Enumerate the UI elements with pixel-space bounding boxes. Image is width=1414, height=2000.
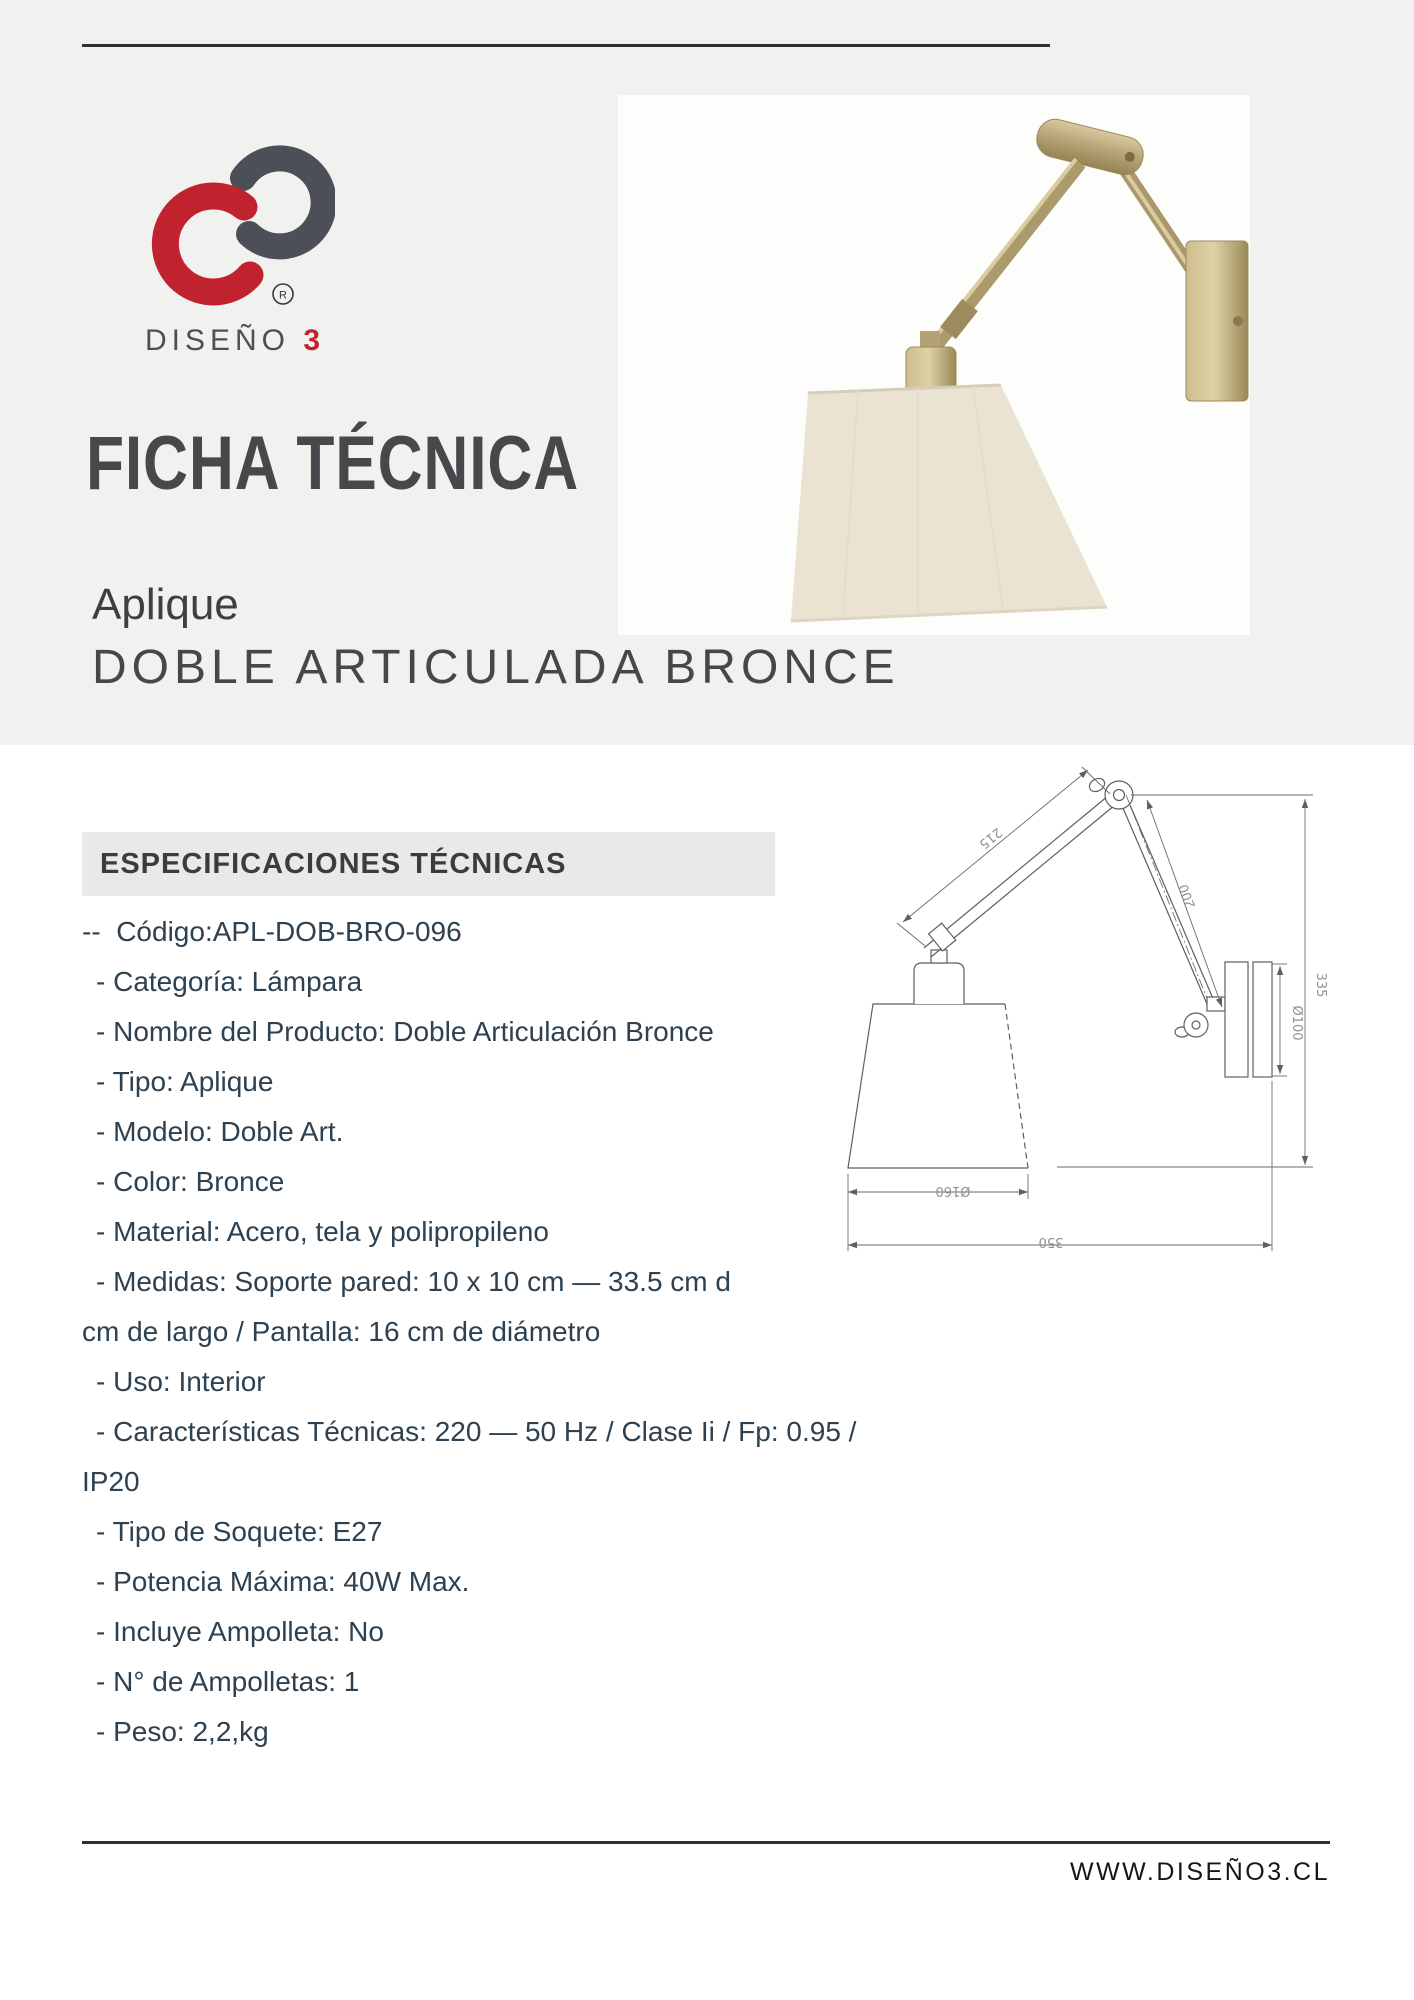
spec-heading-band [82, 832, 775, 896]
brand-wordmark-gray: DISEÑO [144, 324, 304, 357]
website-url: WWW.DISEÑO3.CL [1069, 1858, 1330, 1886]
spec-heading: ESPECIFICACIONES TÉCNICAS [100, 848, 567, 880]
spec-line: - Uso: Interior [96, 1366, 266, 1397]
spec-line: cm de largo / Pantalla: 16 cm de diámetro [82, 1316, 601, 1347]
spec-line: - Incluye Ampolleta: No [96, 1616, 384, 1647]
dim-shade-label: Ø160 [935, 1183, 971, 1198]
dim-215-line [903, 770, 1088, 922]
spec-line: - Color: Bronce [96, 1166, 285, 1197]
spec-line: - Medidas: Soporte pared: 10 x 10 cm — 33.5 cm d [96, 1266, 731, 1297]
page-title: FICHA TÉCNICA [86, 421, 580, 506]
spec-line: - Categoría: Lámpara [96, 966, 363, 997]
technical-drawing [775, 745, 1345, 1305]
top-divider-rule [82, 44, 1050, 47]
drawing-upper-arm-centerline [1126, 795, 1212, 1011]
spec-line: IP20 [82, 1466, 140, 1497]
drawing-arm-coupler [929, 923, 956, 951]
photo-lamp-shade [791, 385, 1107, 621]
spec-line: - Tipo de Soquete: E27 [96, 1516, 383, 1547]
product-photo-art [618, 95, 1250, 635]
dim-height-label: 335 [1313, 972, 1328, 998]
drawing-socket [914, 963, 964, 1004]
spec-line: -- Código:APL-DOB-BRO-096 [82, 916, 462, 947]
drawing-lower-arm-a [924, 796, 1108, 948]
ext-215-a [897, 923, 925, 946]
drawing-elbow-ring [1105, 781, 1133, 809]
logo-mark [165, 158, 323, 304]
drawing-upper-arm-b [1130, 805, 1214, 1001]
photo-plate-screw [1233, 316, 1243, 326]
spec-line: - Modelo: Doble Art. [96, 1116, 344, 1147]
drawing-wall-plate-front [1253, 962, 1272, 1077]
logo-red-arc [165, 196, 250, 292]
drawing-shade [848, 1004, 1028, 1168]
drawing-arm-plate-connector [1207, 997, 1225, 1011]
dim-upper-arm-label: 200 [1176, 881, 1200, 911]
drawing-lines [848, 776, 1272, 1168]
product-type: Aplique [92, 580, 239, 629]
spec-line: - Potencia Máxima: 40W Max. [96, 1566, 470, 1597]
photo-arm-coupler [948, 305, 970, 333]
registered-mark-letter: R [279, 289, 287, 302]
drawing-socket-stem [931, 950, 947, 963]
drawing-wall-plate-side [1225, 962, 1248, 1077]
brand-wordmark [95, 324, 375, 358]
spec-line: - Peso: 2,2,kg [96, 1716, 269, 1747]
drawing-lower-arm-b [931, 805, 1115, 957]
drawing-elbow-wing [1087, 776, 1107, 794]
spec-line: - Tipo: Aplique [96, 1066, 274, 1097]
technical-drawing-art [775, 745, 1345, 1305]
brand-logo [133, 132, 335, 312]
bottom-divider-rule [82, 1841, 1330, 1844]
photo-hinge [1033, 116, 1147, 179]
dim-lower-arm-label: 215 [975, 824, 1005, 852]
product-name: DOBLE ARTICULADA BRONCE [92, 641, 900, 694]
drawing-knob [1184, 1013, 1208, 1037]
spec-line: - Características Técnicas: 220 — 50 Hz / Clase Ii / Fp: 0.95 / [96, 1416, 857, 1447]
dim-plate-label: Ø100 [1289, 1005, 1304, 1041]
spec-line: - Material: Acero, tela y polipropileno [96, 1216, 549, 1247]
brand-wordmark-accent: 3 [303, 324, 326, 357]
drawing-shade-right-edge [1005, 1004, 1028, 1168]
product-photo [618, 95, 1250, 635]
dim-width-label: 350 [1038, 1234, 1064, 1249]
spec-line: - N° de Ampolletas: 1 [96, 1666, 360, 1697]
spec-line: - Nombre del Producto: Doble Articulación Bronce [96, 1016, 714, 1047]
